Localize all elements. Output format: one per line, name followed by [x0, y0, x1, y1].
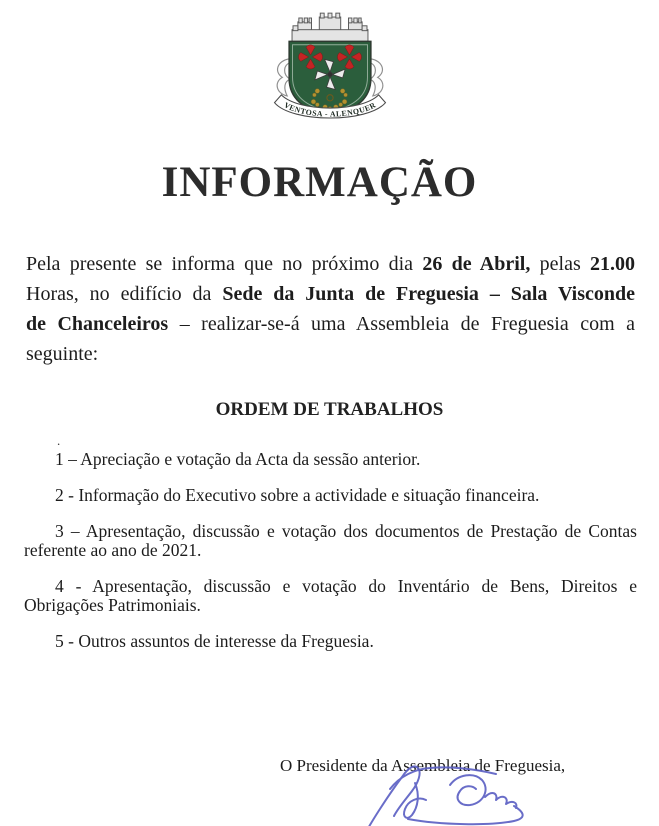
stray-mark: . [57, 433, 61, 448]
agenda-item-line: 3 – Apresentação, discussão e votação dos documentos de Prestação de Contas [55, 521, 637, 541]
agenda-heading: ORDEM DE TRABALHOS [215, 399, 444, 420]
intro-text: Horas, no edifício da [26, 283, 223, 305]
coat-of-arms [257, 12, 403, 134]
agenda-item [24, 486, 637, 505]
agenda-item-line: 1 – Apreciação e votação da Acta da sessão anterior. [55, 449, 421, 469]
intro-text-bold: 26 de Abril, [422, 253, 531, 275]
agenda-item [24, 450, 637, 469]
agenda-list [24, 433, 637, 651]
intro-line [26, 339, 635, 369]
page-title: INFORMAÇÃO [161, 159, 478, 206]
intro-line [26, 279, 635, 309]
agenda-item-line: Obrigações Patrimoniais. [24, 595, 201, 615]
mural-crown-icon [292, 13, 368, 41]
signature-caption: O Presidente da Assembleia de Freguesia, [280, 756, 566, 775]
intro-text: Pela presente se informa que no próximo dia [26, 253, 423, 275]
intro-text: – realizar-se-á uma Assembleia de Freguesia com a [168, 313, 636, 335]
agenda-item-line: 2 - Informação do Executivo sobre a actividade e situação financeira. [55, 485, 540, 505]
agenda-item [24, 632, 637, 651]
agenda-item-line: 4 - Apresentação, discussão e votação do Inventário de Bens, Direitos e [55, 576, 637, 596]
intro-paragraph [26, 249, 635, 369]
signature-scribble [290, 745, 530, 826]
agenda-item [24, 577, 637, 615]
intro-line [26, 249, 635, 279]
intro-text-bold: Sede da Junta de Freguesia – Sala Visconde [222, 283, 635, 305]
agenda-item [24, 522, 637, 560]
intro-text: seguinte: [26, 343, 99, 365]
intro-text-bold: de Chanceleiros [26, 313, 169, 335]
banner-text: VENTOSA - ALENQUER [282, 100, 377, 119]
signature-ink [360, 766, 523, 826]
agenda-item-line: 5 - Outros assuntos de interesse da Freguesia. [55, 631, 374, 651]
intro-text-bold: 21.00 [590, 253, 636, 275]
intro-line [26, 309, 635, 339]
intro-text: pelas [530, 253, 591, 275]
agenda-item-line: referente ao ano de 2021. [24, 540, 202, 560]
